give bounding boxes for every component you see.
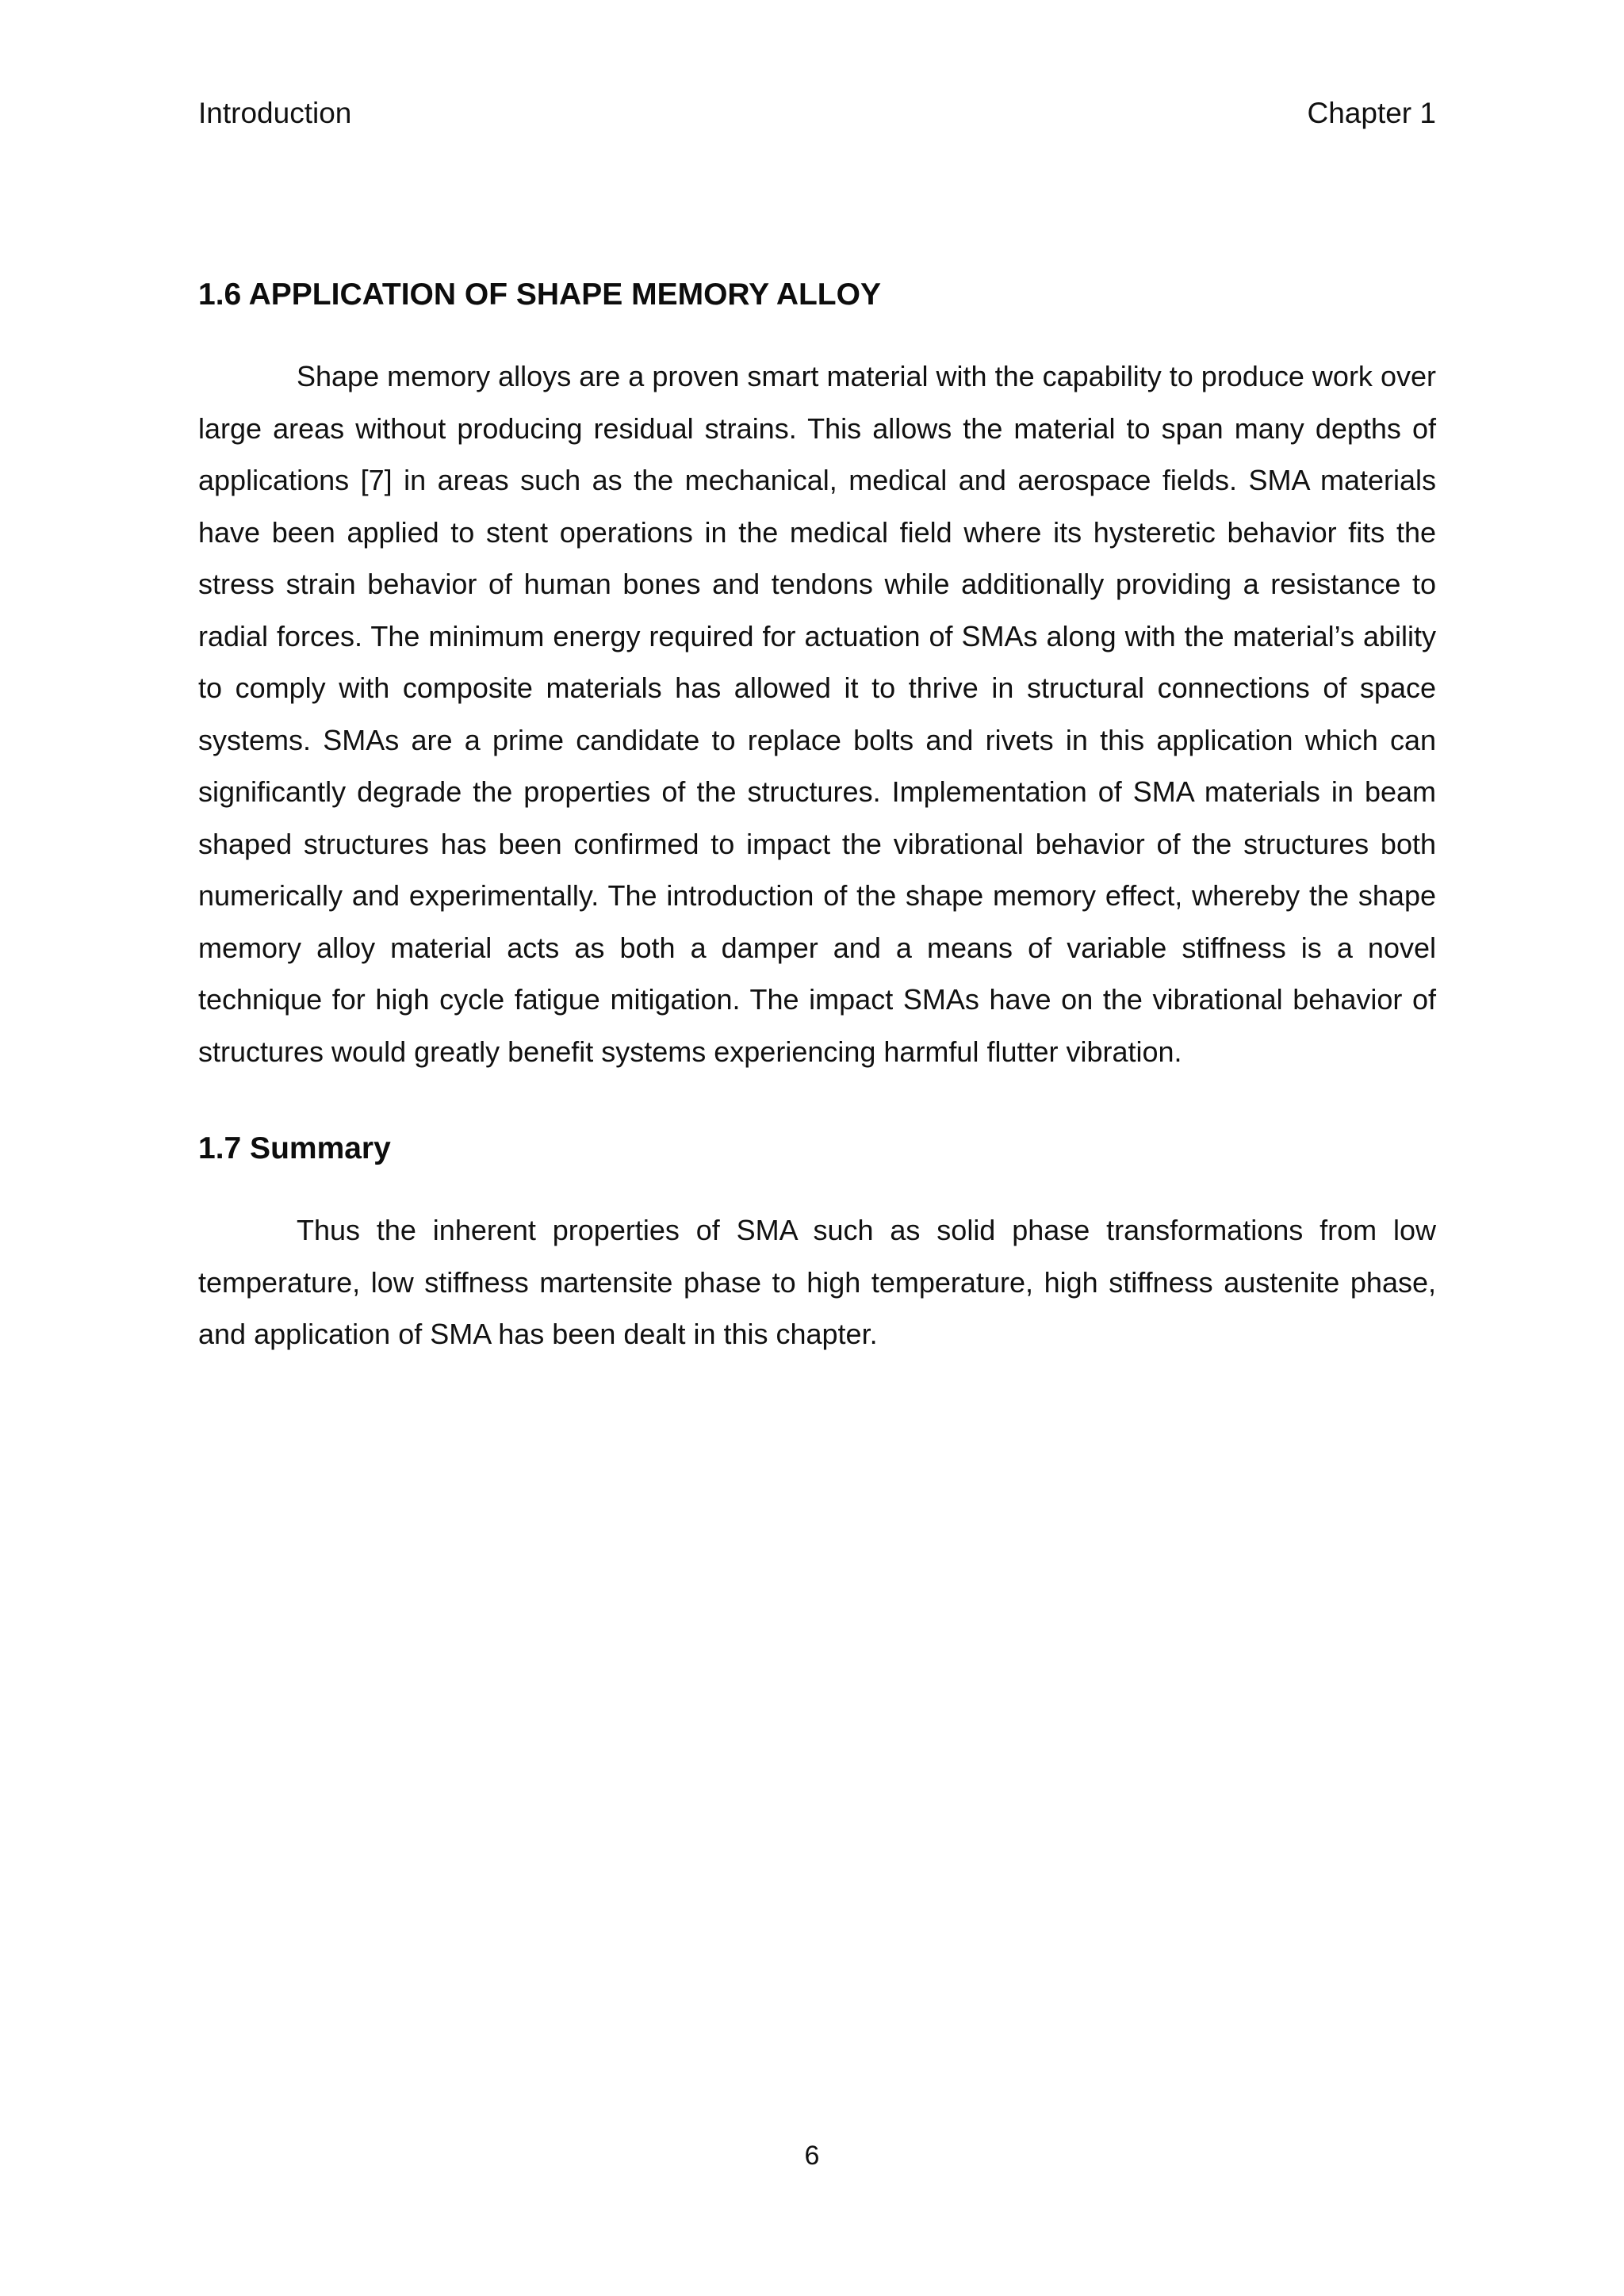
section-paragraph-application: Shape memory alloys are a proven smart material with the capability to produce work over large areas without producing residual strains. This allows the material to span many depths of applications [7] in areas such as the mechanical, medical and aerospace fields. SMA materials have been applied to stent operations in the medical field where its hysteretic behavior fits the stress strain behavior of human bones and tendons while additionally providing a resistance to radial forces. The minimum energy required for actuation of SMAs along with the material’s ability to comply with composite materials has allowed it to thrive in structural connections of space systems. SMAs are a prime candidate to replace bolts and rivets in this application which can significantly degrade the properties of the structures. Implementation of SMA materials in beam shaped structures has been confirmed to impact the vibrational behavior of the structures both numerically and experimentally. The introduction of the shape memory effect, whereby the shape memory alloy material acts as both a damper and a means of variable stiffness is a novel technique for high cycle fatigue mitigation. The impact SMAs have on the vibrational behavior of structures would greatly benefit systems experiencing harmful flutter vibration.: [198, 360, 1436, 1068]
section-heading-summary: 1.7 Summary: [198, 1131, 391, 1165]
page-content: [198, 271, 1436, 1360]
page-number: 6: [804, 2141, 820, 2171]
header-section-title: Introduction: [198, 97, 352, 129]
section-paragraph-summary: Thus the inherent properties of SMA such as solid phase transformations from low temperature, low stiffness martensite phase to high temperature, high stiffness austenite phase, and application of SMA has been dealt in this chapter.: [198, 1214, 1436, 1350]
header-chapter-label: Chapter 1: [1307, 97, 1436, 129]
running-header: [198, 94, 1436, 133]
section-heading-application: 1.6 APPLICATION OF SHAPE MEMORY ALLOY: [198, 277, 881, 312]
